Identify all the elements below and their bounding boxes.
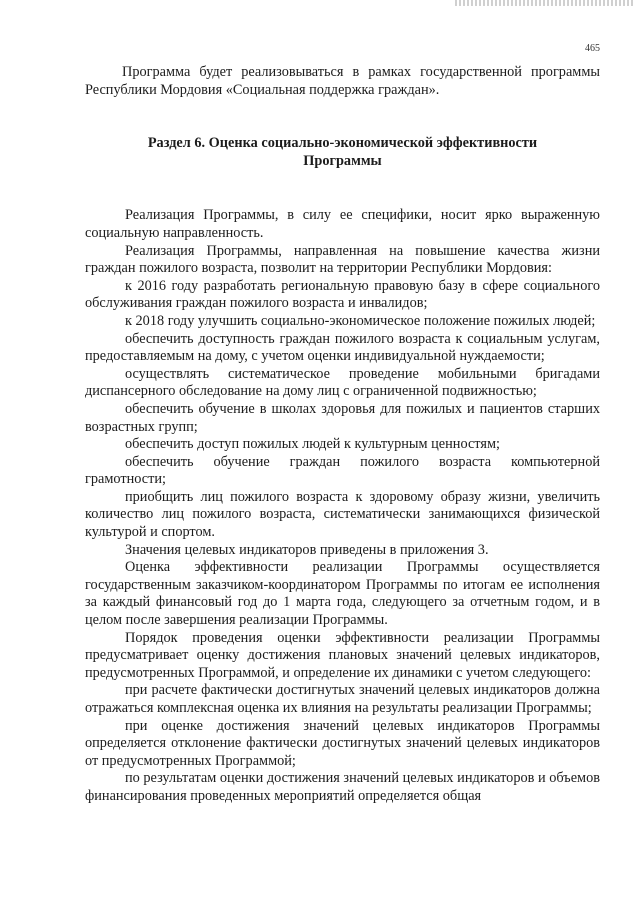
- list-item: при оценке достижения значений целевых индикаторов Программы определяется отклонение фактически достигнутых значений целевых индикаторов от предусмотренных Программой;: [85, 717, 600, 769]
- scan-artifact-top: [455, 0, 635, 6]
- list-item: обеспечить обучение в школах здоровья для пожилых и пациентов старших возрастных групп;: [85, 400, 600, 435]
- list-item: осуществлять систематическое проведение мобильными бригадами диспансерного обследование на дому лиц с ограниченной подвижностью;: [85, 365, 600, 400]
- list-item: обеспечить доступность граждан пожилого возраста к социальным услугам, предоставляемым на дому, с учетом оценки индивидуальной нуждаемости;: [85, 330, 600, 365]
- paragraph: Реализация Программы, в силу ее специфики, носит ярко выраженную социальную направленность.: [85, 207, 600, 241]
- section-heading-line2: Программы: [303, 152, 382, 169]
- list-item: к 2016 году разработать региональную правовую базу в сфере социального обслуживания граждан пожилого возраста и инвалидов;: [85, 277, 600, 312]
- page-number: 465: [585, 43, 600, 54]
- paragraph: Порядок проведения оценки эффективности реализации Программы предусматривает оценку достижения плановых значений целевых индикаторов, предусмотренных Программой, и определение их динамики с учетом следующего:: [85, 629, 600, 681]
- paragraph: Реализация Программы, направленная на повышение качества жизни граждан пожилого возраста, позволит на территории Республики Мордовия:: [85, 242, 600, 277]
- list-item: обеспечить обучение граждан пожилого возраста компьютерной грамотности;: [85, 453, 600, 488]
- intro-paragraph: Программа будет реализовываться в рамках государственной программы Республики Мордовия «Социальная поддержка граждан».: [85, 64, 600, 98]
- section-heading-line1: Раздел 6. Оценка социально-экономической эффективности: [147, 135, 538, 152]
- section-heading: [85, 135, 600, 170]
- list-item: обеспечить доступ пожилых людей к культурным ценностям;: [125, 436, 500, 453]
- list-item: при расчете фактически достигнутых значений целевых индикаторов должна отражаться комплексная оценка их влияния на результаты реализации Программы;: [85, 682, 600, 716]
- list-item: по результатам оценки достижения значений целевых индикаторов и объемов финансирования проведенных мероприятий определяется общая: [85, 770, 600, 804]
- list-item: приобщить лиц пожилого возраста к здоровому образу жизни, увеличить количество лиц пожилого возраста, систематически занимающихся физической культурой и спортом.: [85, 488, 600, 541]
- document-body: [85, 64, 600, 806]
- paragraph: Оценка эффективности реализации Программы осуществляется государственным заказчиком-координатором Программы по итогам ее исполнения за каждый финансовый год до 1 марта года, следующего за отчетным годом, и в целом после завершения реализации Программы.: [85, 559, 600, 629]
- paragraph: Значения целевых индикаторов приведены в приложения 3.: [125, 541, 489, 558]
- list-item: к 2018 году улучшить социально-экономическое положение пожилых людей;: [125, 312, 596, 329]
